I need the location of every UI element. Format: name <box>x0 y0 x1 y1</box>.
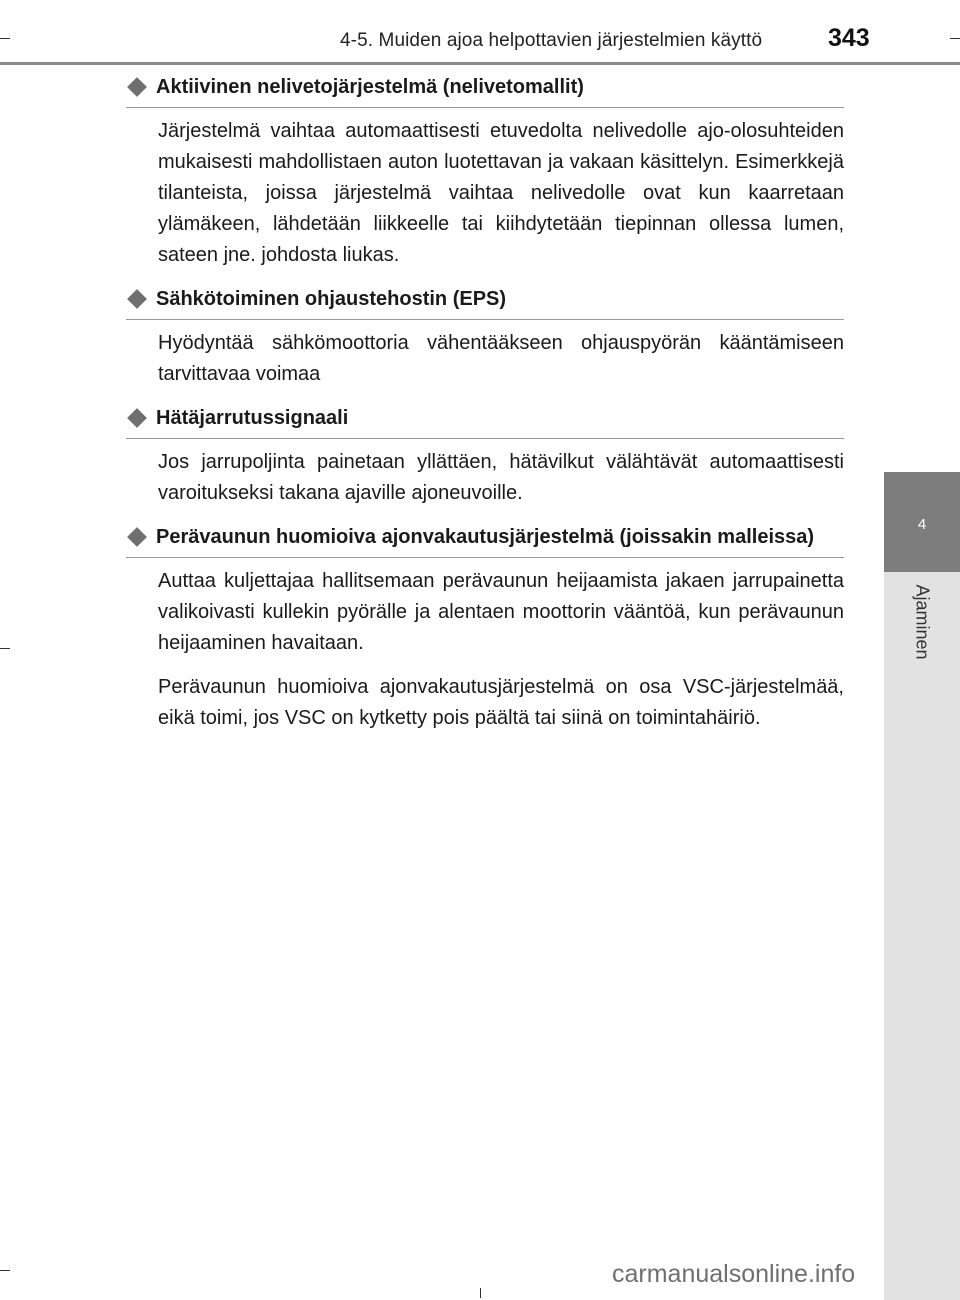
diamond-bullet-icon <box>127 527 147 547</box>
section-title-text: Aktiivinen nelivetojärjestelmä (nelivetomallit) <box>156 76 584 98</box>
paragraph: Perävaunun huomioiva ajonvakautusjärjestelmä on osa VSC-järjestelmää, eikä toimi, jos VSC on kytketty pois päältä tai siinä on toimintahäiriö. <box>158 676 844 729</box>
section-trailer-sway-control <box>126 522 844 734</box>
section-title-text: Hätäjarrutussignaali <box>156 407 349 429</box>
crop-mark-mid-left <box>0 648 10 649</box>
chapter-tab <box>884 472 960 572</box>
section-awd <box>126 72 844 271</box>
section-title <box>126 72 844 108</box>
section-title <box>126 284 844 320</box>
paragraph: Hyödyntää sähkömoottoria vähentääkseen ohjauspyörän kääntämiseen tarvittavaa voimaa <box>158 332 844 385</box>
section-title <box>126 522 844 558</box>
page-content <box>126 72 844 747</box>
crop-mark-bottom-left <box>0 1270 10 1271</box>
watermark: carmanualsonline.info <box>612 1260 856 1288</box>
page-number: 343 <box>828 24 870 52</box>
section-title <box>126 403 844 439</box>
chapter-number: 4 <box>917 516 927 533</box>
section-title-text: Perävaunun huomioiva ajonvakautusjärjestelmä (joissakin malleissa) <box>156 526 815 548</box>
diamond-bullet-icon <box>127 408 147 428</box>
diamond-bullet-icon <box>127 77 147 97</box>
crop-mark-top-left <box>0 38 10 39</box>
paragraph: Järjestelmä vaihtaa automaattisesti etuvedolta nelivedolle ajo-olosuhteiden mukaisesti mahdollistaen auton luotettavan ja vakaan käsittelyn. Esimerkkejä tilanteista, joissa järjestelmä vaihtaa nelivedolle ovat kun kaarretaan ylämäkeen, lähdetään liikkeelle tai kiihdytetään tiepinnan ollessa lumen, sateen jne. johdosta liukas. <box>158 120 844 266</box>
crop-mark-top-right <box>950 38 960 39</box>
paragraph: Auttaa kuljettajaa hallitsemaan perävaunun heijaamista jakaen jarrupainetta valikoivasti kullekin pyörälle ja alentaen moottorin vääntöä, kun perävaunun heijaaminen havaitaan. <box>158 570 844 654</box>
diamond-bullet-icon <box>127 289 147 309</box>
crop-mark-bottom-center <box>480 1288 481 1298</box>
section-eps <box>126 284 844 390</box>
section-title-text: Sähkötoiminen ohjaustehostin (EPS) <box>156 288 507 310</box>
chapter-side-strip <box>884 572 960 1300</box>
running-header-title: 4-5. Muiden ajoa helpottavien järjestelmien käyttö <box>340 30 763 51</box>
paragraph: Jos jarrupoljinta painetaan yllättäen, hätävilkut välähtävät automaattisesti varoitukseksi takana ajaville ajoneuvoille. <box>158 451 844 504</box>
header-rule <box>0 62 960 65</box>
chapter-label: Ajaminen <box>912 584 933 660</box>
section-emergency-brake-signal <box>126 403 844 509</box>
